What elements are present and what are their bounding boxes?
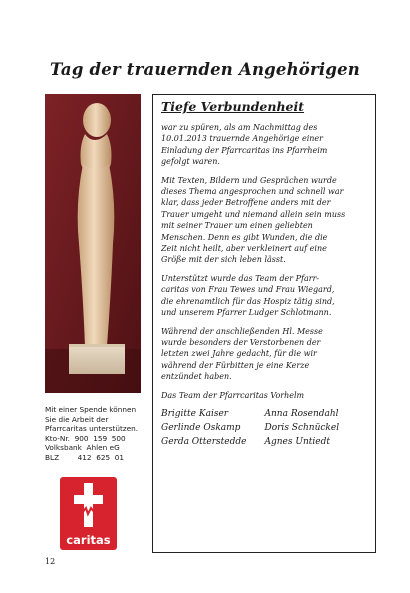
bank-name: Volksbank Ahlen eG bbox=[45, 443, 120, 452]
article-title: Tiefe Verbundenheit bbox=[161, 99, 305, 114]
team-member-name: Gerda Otterstedde bbox=[161, 436, 247, 447]
donation-line: Mit einer Spende können bbox=[45, 405, 137, 414]
team-member-name: Gerlinde Oskamp bbox=[161, 422, 241, 433]
text-line: Größe mit der sich leben lässt. bbox=[161, 255, 286, 265]
donation-line: Sie die Arbeit der bbox=[45, 414, 109, 424]
team-member-name: Doris Schnückel bbox=[264, 422, 340, 433]
page-title: Tag der trauernden Angehörigen bbox=[50, 60, 360, 79]
text-line: war zu spüren, als am Nachmittag des bbox=[161, 123, 318, 132]
text-line: während der Fürbitten je eine Kerze bbox=[161, 360, 310, 370]
team-names bbox=[161, 408, 368, 448]
text-line: Trauer umgeht und niemand allein sein muss bbox=[161, 209, 346, 219]
sculpture-image bbox=[45, 94, 141, 393]
article-box bbox=[152, 94, 376, 553]
text-line: Unterstützt wurde das Team der Pfarr- bbox=[161, 273, 320, 283]
bank-code: BLZ 412 625 01 bbox=[45, 452, 125, 462]
text-line: mit seiner Trauer um einen geliebten bbox=[161, 221, 313, 231]
text-line: wurde besonders der Verstorbenen der bbox=[161, 337, 321, 347]
article-paragraph bbox=[161, 273, 368, 319]
sculpture-photo bbox=[45, 94, 141, 393]
caritas-logo bbox=[60, 477, 117, 550]
text-line: Zeit nicht heilt, aber verkleinert auf eine bbox=[161, 244, 327, 254]
text-line: Menschen. Denn es gibt Wunden, die die bbox=[161, 232, 328, 242]
text-line: entzündet haben. bbox=[161, 372, 232, 382]
text-line: Einladung der Pfarrcaritas ins Pfarrheim bbox=[161, 145, 328, 155]
donation-info bbox=[45, 405, 157, 462]
text-line: Während der anschließenden Hl. Messe bbox=[161, 326, 323, 336]
text-line: die ehrenamtlich für das Hospiz tätig sind, bbox=[161, 296, 335, 306]
donation-line: Pfarrcaritas unterstützen. bbox=[45, 424, 139, 433]
text-line: und unserem Pfarrer Ludger Schlotmann. bbox=[161, 308, 332, 318]
team-member-name: Agnes Untiedt bbox=[264, 436, 330, 447]
article-paragraph bbox=[161, 326, 368, 383]
text-line: letzten zwei Jahre gedacht, für die wir bbox=[161, 349, 317, 359]
text-line: dieses Thema angesprochen und schnell war bbox=[161, 187, 344, 197]
caritas-cross-icon bbox=[74, 483, 103, 527]
text-line: caritas von Frau Tewes und Frau Wiegard, bbox=[161, 285, 335, 295]
account-number: Kto-Nr. 900 159 500 bbox=[45, 433, 126, 443]
page-number: 12 bbox=[45, 557, 56, 566]
signature-line bbox=[161, 390, 368, 401]
text-line: klar, dass jeder Betroffene anders mit der bbox=[161, 198, 331, 208]
team-member-name: Brigitte Kaiser bbox=[161, 408, 229, 419]
article-paragraph bbox=[161, 122, 368, 168]
text-line: 10.01.2013 trauernde Angehörige einer bbox=[161, 134, 323, 144]
text-line: gefolgt waren. bbox=[161, 157, 220, 167]
article-paragraph bbox=[161, 175, 368, 266]
text-line: Mit Texten, Bildern und Gesprächen wurde bbox=[161, 175, 337, 185]
text-line: Das Team der Pfarrcaritas Vorhelm bbox=[161, 390, 305, 400]
caritas-logo-text: caritas bbox=[66, 533, 111, 547]
team-member-name: Anna Rosendahl bbox=[264, 408, 339, 419]
